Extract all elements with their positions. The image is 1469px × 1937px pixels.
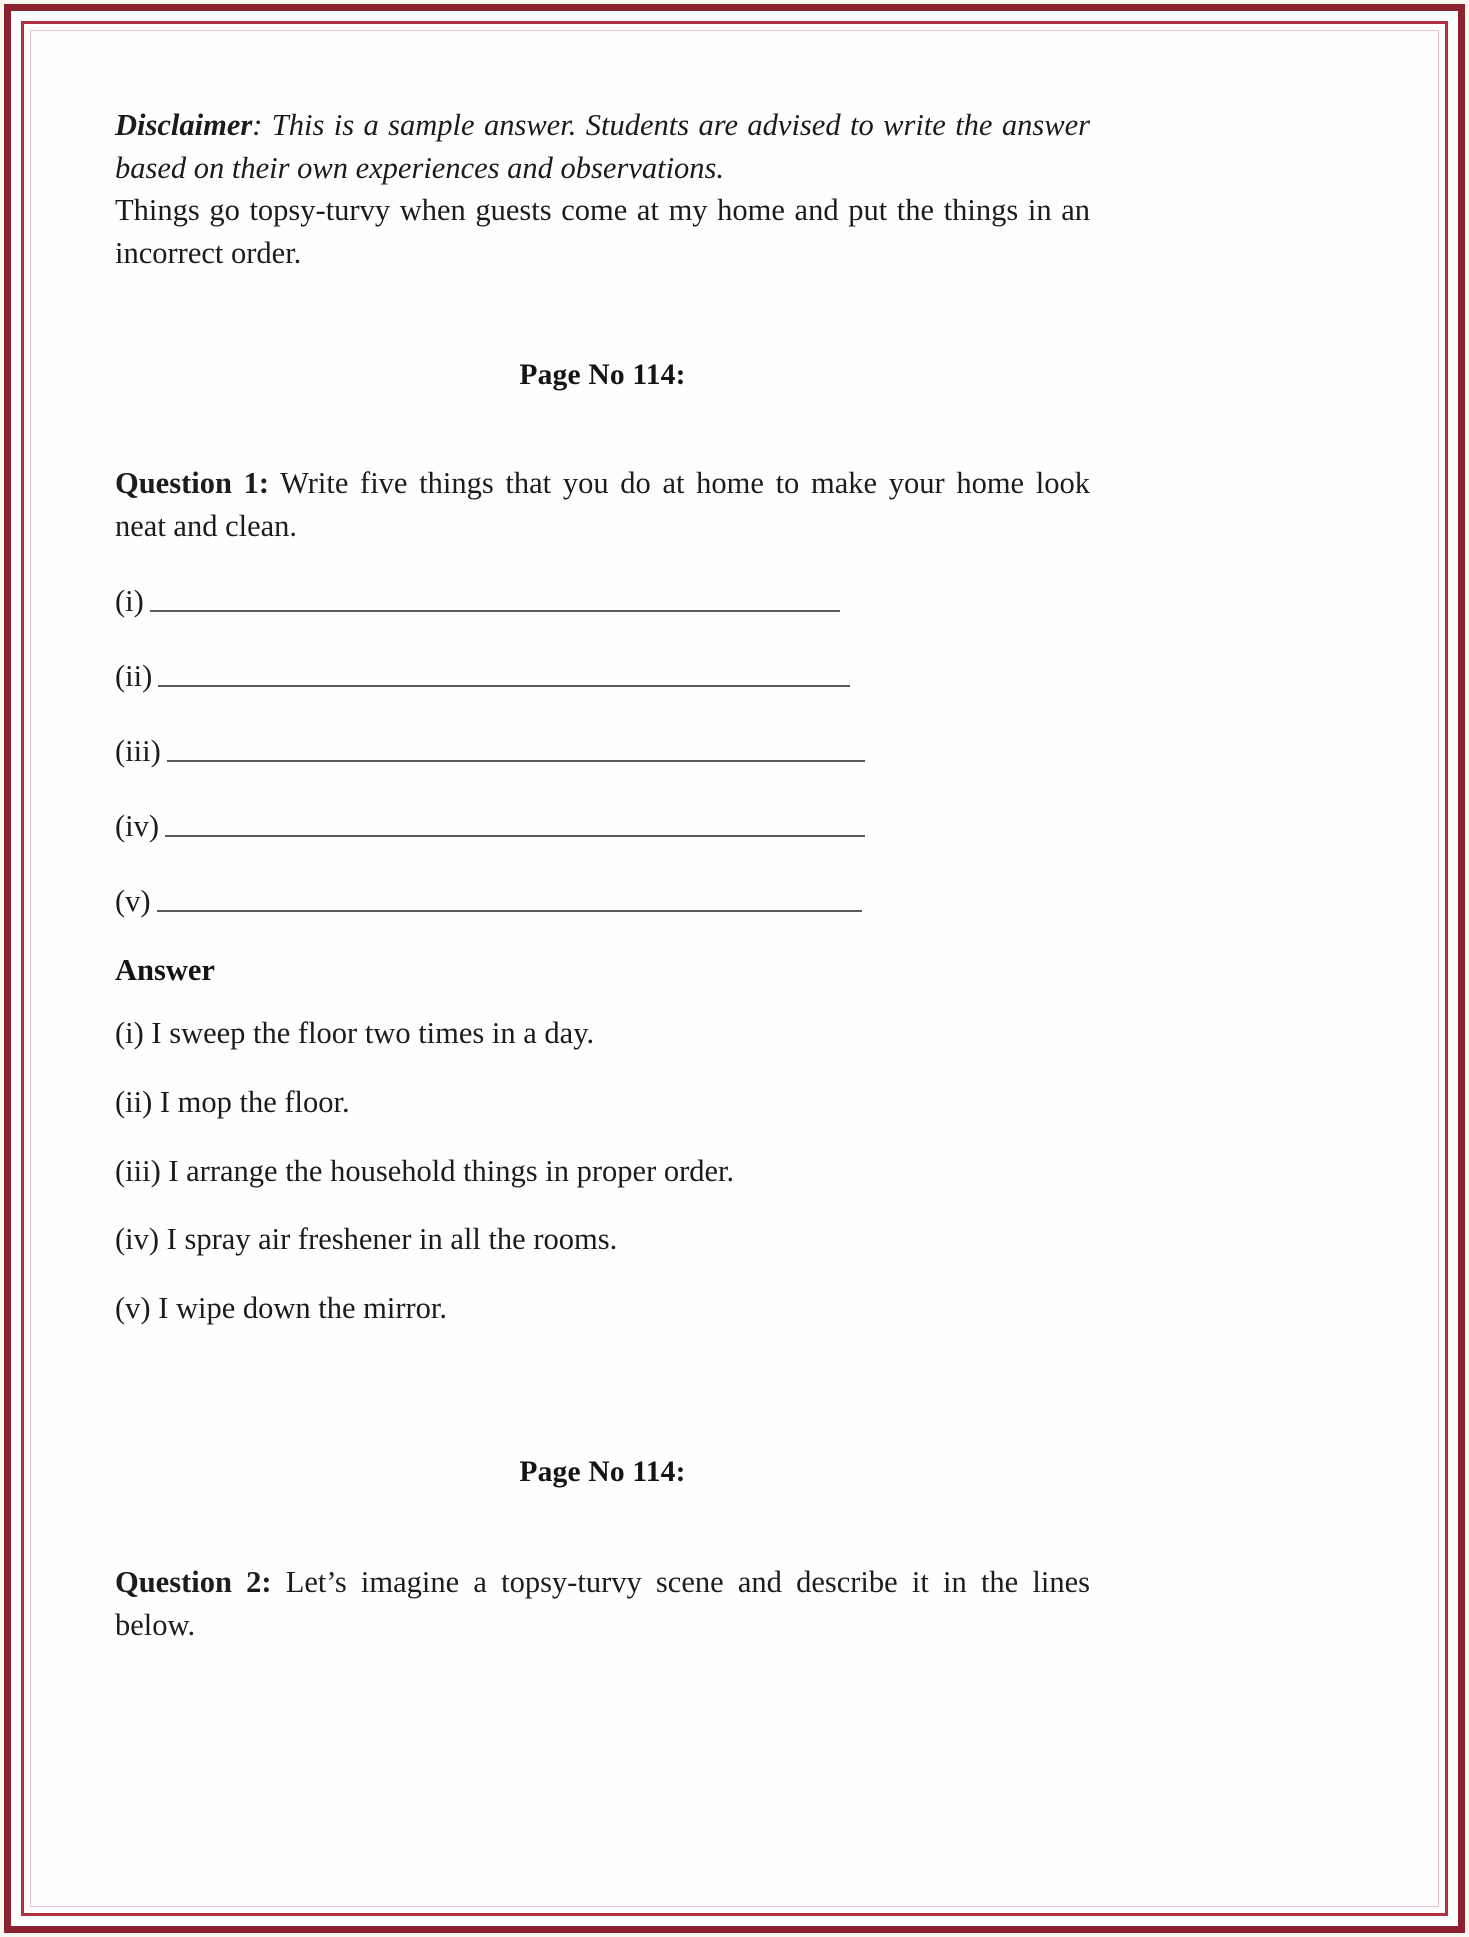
- blank-numeral-iv: (iv): [115, 808, 160, 843]
- blank-line-row-i: [115, 578, 1090, 618]
- blank-rule-ii[interactable]: [158, 685, 850, 687]
- question-1-label: Question 1:: [115, 466, 270, 501]
- answer-item-v: (v) I wipe down the mirror.: [115, 1290, 448, 1325]
- blank-line-row-v: [115, 878, 1090, 918]
- question-2-text: Let’s imagine a topsy-turvy scene and describe it in the lines below.: [115, 1565, 1090, 1642]
- blank-line-row-ii: [115, 653, 1090, 693]
- answer-item-iii: (iii) I arrange the household things in proper order.: [115, 1153, 735, 1188]
- answer-item-iv: (iv) I spray air freshener in all the rooms.: [115, 1222, 618, 1257]
- answer-item-i: (i) I sweep the floor two times in a day.: [115, 1016, 595, 1051]
- question-2: [115, 1561, 1090, 1646]
- question-2-label: Question 2:: [115, 1565, 272, 1600]
- spacer-after-heading-1: [115, 392, 1090, 432]
- spacer-before-heading-1: [115, 275, 1090, 359]
- document-content: [115, 104, 1090, 1677]
- answer-heading: Answer: [115, 953, 215, 988]
- disclaimer-text: : This is a sample answer. Students are advised to write the answer based on their own experiences and observations.: [115, 108, 1090, 185]
- intro-paragraph: Things go topsy-turvy when guests come at my home and put the things in an incorrect order.: [115, 193, 1090, 271]
- page-heading-2: Page No 114:: [519, 1455, 686, 1488]
- blank-line-row-iv: [115, 803, 1090, 843]
- blank-rule-i[interactable]: [150, 610, 840, 612]
- disclaimer-paragraph: [115, 104, 1090, 189]
- question-1: [115, 462, 1090, 547]
- answer-item-ii: (ii) I mop the floor.: [115, 1084, 350, 1119]
- question-1-text: Write five things that you do at home to make your home look neat and clean.: [115, 466, 1090, 543]
- blank-rule-v[interactable]: [157, 910, 862, 912]
- blank-rule-iv[interactable]: [165, 835, 865, 837]
- blank-rule-iii[interactable]: [167, 760, 865, 762]
- disclaimer-label: Disclaimer: [115, 108, 253, 142]
- blank-numeral-iii: (iii): [115, 733, 161, 768]
- blank-numeral-v: (v): [115, 883, 151, 918]
- blank-numeral-ii: (ii): [115, 658, 153, 693]
- blank-numeral-i: (i): [115, 583, 144, 618]
- page-heading-1: Page No 114:: [519, 358, 686, 391]
- answer-blank-lines: [115, 578, 1090, 918]
- blank-line-row-iii: [115, 728, 1090, 768]
- spacer-after-heading-2: [115, 1489, 1090, 1531]
- spacer-before-heading-2: [115, 1356, 1090, 1456]
